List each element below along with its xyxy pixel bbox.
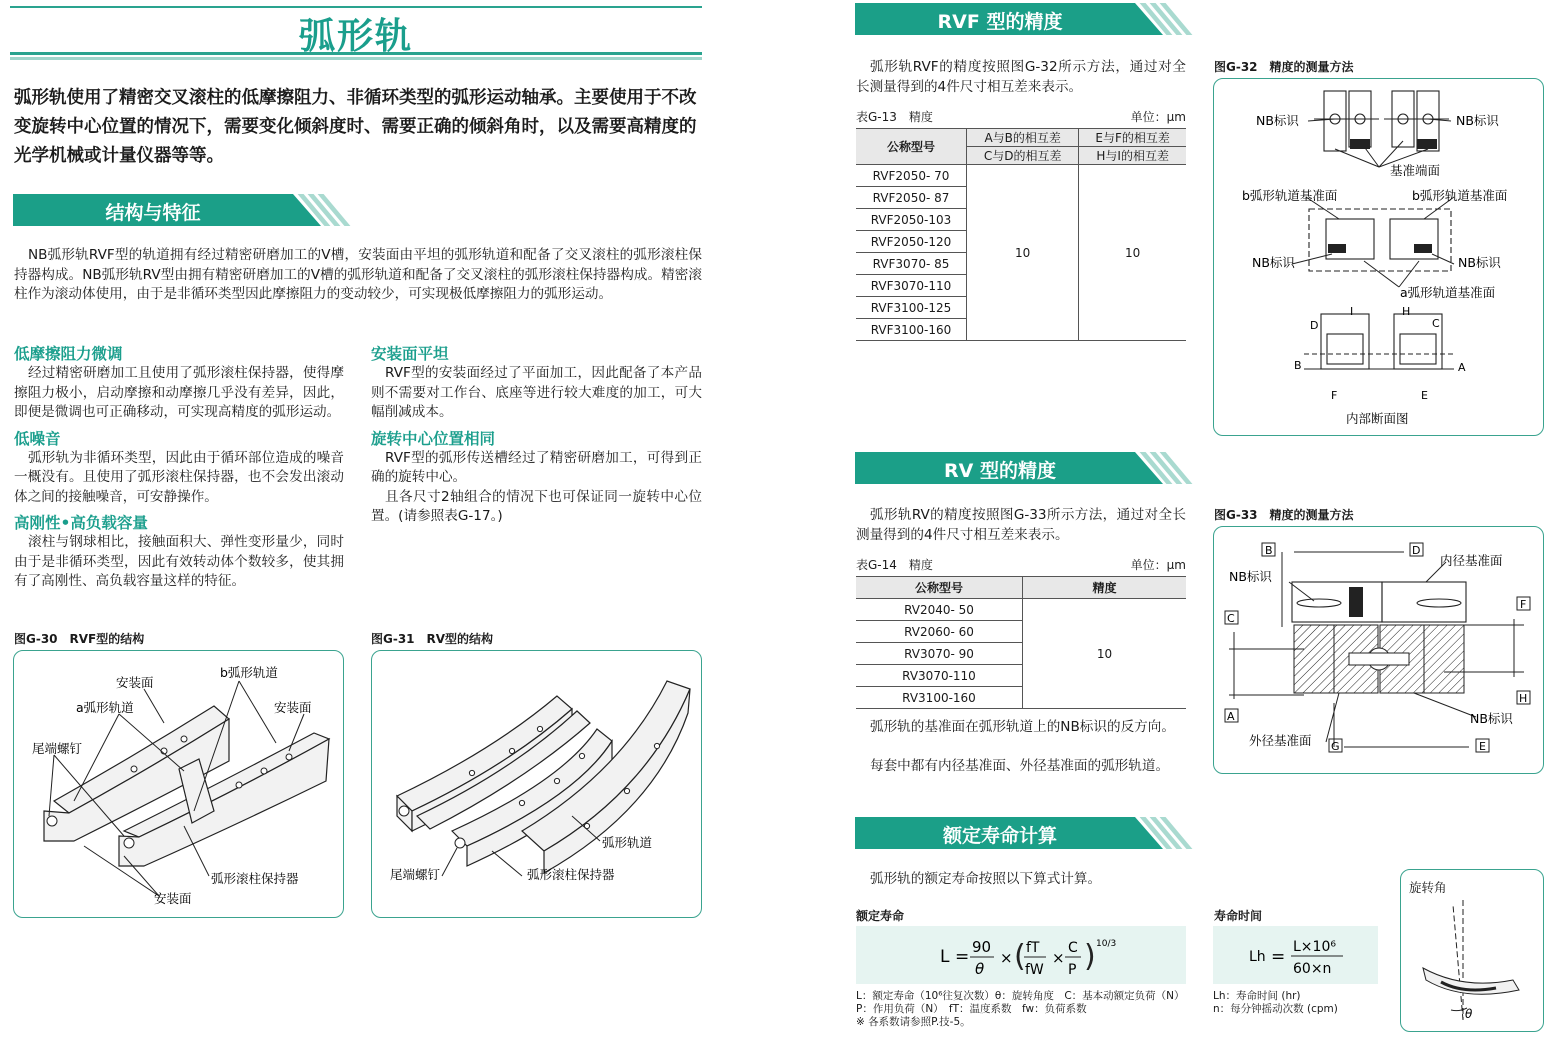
dim-letter: H [1402, 305, 1411, 318]
table-header: E与F的相互差 [1079, 129, 1186, 147]
life-hours-label: 寿命时间 [1214, 909, 1263, 923]
dim-letter: B [1294, 359, 1302, 372]
label-end-screw: 尾端螺钉 [32, 741, 83, 756]
table-cell: RVF2050-120 [856, 231, 967, 253]
formula-times: × [1000, 949, 1013, 967]
feature-title: 安装面平坦 [371, 345, 449, 363]
rated-life-formula [856, 926, 1186, 984]
label-nb2: NB标识 [1470, 711, 1513, 726]
rv-body: 弧形轨RV的精度按照图G-33所示方法，通过对全长测量得到的4件尺寸相互差来表示。 [856, 507, 1186, 543]
table-cell: RVF2050- 70 [856, 165, 967, 187]
table-title: 表G-14 精度 [856, 558, 933, 572]
label-b-ref2: b弧形轨道基准面 [1412, 188, 1508, 203]
legend-line: ※ 各系数请参照P.技-5。 [856, 1016, 971, 1028]
section-heading: 额定寿命计算 [942, 825, 1057, 847]
rvf-structure-drawing [14, 651, 343, 917]
dim-letter: H [1519, 692, 1528, 705]
table-unit: 单位：μm [1130, 110, 1186, 124]
figure-caption: 图G-31 RV型的结构 [371, 632, 494, 646]
table-cell: RV2060- 60 [856, 621, 1023, 643]
table-row [856, 165, 1186, 187]
table-cell: RVF3100-160 [856, 319, 967, 341]
label-ref-end: 基准端面 [1390, 163, 1441, 178]
label-nb1: NB标识 [1229, 569, 1272, 584]
section-heading: RVF 型的精度 [937, 11, 1063, 33]
rv-table-title-row [856, 556, 1186, 573]
figure-rv-measure [1213, 526, 1544, 774]
figure-caption: 图G-32 精度的测量方法 [1214, 60, 1354, 74]
rotation-angle-figure [1400, 869, 1544, 1032]
table-header: C与D的相互差 [967, 147, 1079, 165]
label-outer-ref: 外径基准面 [1249, 733, 1312, 748]
feature-title: 旋转中心位置相同 [371, 429, 496, 448]
rv-note2: 每套中都有内径基准面、外径基准面的弧形轨道。 [870, 758, 1170, 774]
label-end-screw: 尾端螺钉 [390, 867, 441, 882]
dim-letter: F [1331, 389, 1338, 402]
feature-text: 弧形轨为非循环类型，因此由于循环部位造成的噪音一概没有。且使用了弧形滚柱保持器，也不会发出滚动体之间的接触噪音，可安静操作。 [14, 449, 344, 505]
section-banner-rvf [855, 3, 1187, 35]
rv-structure-drawing [372, 651, 701, 917]
formula-exponent: 10/3 [1096, 939, 1117, 949]
table-header: 公称型号 [856, 129, 967, 165]
formula-90: 90 [972, 938, 992, 956]
page-title-bar [10, 6, 702, 56]
table-cell: RV3070-110 [856, 665, 1023, 687]
rvf-body: 弧形轨RVF的精度按照图G-32所示方法，通过对全长测量得到的4件尺寸相互差来表示。 [856, 59, 1186, 95]
table-header: 精度 [1023, 577, 1187, 599]
section-banner-structure [13, 194, 345, 226]
table-header: A与B的相互差 [967, 129, 1079, 147]
figure-caption: 图G-33 精度的测量方法 [1214, 508, 1354, 522]
structure-body: NB弧形轨RVF型的轨道拥有经过精密研磨加工的V槽，安装面由平坦的弧形轨道和配备了交叉滚柱的弧形滚柱保持器构成。NB弧形轨RV型由拥有精密研磨加工的V槽的弧形轨道和配备了交叉滚柱的弧形滚柱保持器构成。精密滚柱作为滚动体使用，由于是非循环类型因此摩擦阻力的变动较少，可实现极低摩擦阻力的弧形运动。 [14, 247, 702, 302]
table-cell: RVF2050- 87 [856, 187, 967, 209]
table-cell: RVF2050-103 [856, 209, 967, 231]
table-cell: 10 [1079, 165, 1186, 341]
formula-Lh: Lh [1249, 949, 1266, 965]
figure-caption: 图G-30 RVF型的结构 [14, 632, 145, 646]
formula-legend-right [1213, 990, 1393, 1016]
table-cell: RV3100-160 [856, 687, 1023, 709]
dim-letter: A [1227, 710, 1235, 723]
feature-column-right [371, 342, 702, 527]
legend-line: n：每分钟摇动次数 (cpm) [1213, 1003, 1338, 1015]
feature-title: 低摩擦阻力微调 [14, 345, 123, 363]
formula-P: P [1068, 962, 1077, 978]
legend-line: L：额定寿命（10⁶往复次数）θ：旋转角度 C：基本动额定负荷（N） [856, 990, 1185, 1002]
table-cell: 10 [1023, 599, 1187, 709]
figure-rv-structure [371, 650, 702, 918]
svg-text:=: = [1271, 947, 1286, 967]
intro-paragraph: 弧形轨使用了精密交叉滚柱的低摩擦阻力、非循环类型的弧形运动轴承。主要使用于不改变旋转中心位置的情况下，需要变化倾斜度时、需要正确的倾斜角时，以及需要高精度的光学机械或计量仪器等等。 [14, 88, 697, 166]
feature-text: RVF型的弧形传送槽经过了精密研磨加工，可得到正确的旋转中心。 [371, 449, 702, 485]
label-a-ref: a弧形轨道基准面 [1400, 285, 1496, 300]
dim-letter: G [1331, 740, 1340, 753]
rated-life-label: 额定寿命 [856, 909, 905, 923]
rv-measure-drawing [1214, 527, 1543, 773]
legend-line: P：作用负荷（N） fT：温度系数 fw：负荷系数 [856, 1003, 1087, 1015]
formula-numerator: L×10⁶ [1293, 939, 1336, 955]
rv-accuracy-table [856, 576, 1186, 709]
figure-rvf-structure [13, 650, 344, 918]
label-b-ref: b弧形轨道基准面 [1242, 188, 1338, 203]
table-cell: RVF3100-125 [856, 297, 967, 319]
section-banner-rv [855, 452, 1187, 484]
rotation-theta: θ [1465, 1007, 1473, 1021]
life-hours-formula-drawing [1213, 926, 1378, 984]
dim-letter: E [1479, 740, 1486, 753]
formula-denominator: 60×n [1293, 961, 1332, 977]
label-mount2: 安装面 [274, 700, 312, 715]
formula-L: L [940, 947, 950, 967]
formula-times: × [1052, 949, 1065, 967]
table-cell: 10 [967, 165, 1079, 341]
feature-text: 且各尺寸2轴组合的情况下也可保证同一旋转中心位置。(请参照表G-17。) [371, 488, 702, 524]
label-b-rail: b弧形轨道 [220, 665, 278, 680]
section-banner-life [855, 817, 1187, 849]
formula-legend-left [856, 990, 1196, 1029]
label-mount3: 安装面 [154, 891, 192, 906]
figure-rvf-measure [1213, 78, 1544, 436]
dim-letter: A [1458, 361, 1466, 374]
table-cell: RV2040- 50 [856, 599, 1023, 621]
life-body: 弧形轨的额定寿命按照以下算式计算。 [870, 871, 1102, 887]
dim-letter: F [1520, 598, 1527, 611]
feature-text: RVF型的安装面经过了平面加工，因此配备了本产品则不需要对工作台、底座等进行较大难度的加工，可大幅削减成本。 [371, 365, 702, 420]
table-unit: 单位：μm [1130, 558, 1186, 572]
label-cage: 弧形滚柱保持器 [211, 871, 299, 886]
svg-text:=: = [955, 947, 970, 967]
label-nb-right2: NB标识 [1458, 255, 1501, 270]
table-row [856, 599, 1186, 621]
label-cage: 弧形滚柱保持器 [527, 867, 615, 882]
feature-column-left [14, 342, 344, 592]
formula-C: C [1068, 940, 1078, 956]
section-heading: RV 型的精度 [944, 460, 1056, 482]
label-inner-ref: 内径基准面 [1440, 553, 1503, 568]
label-nb-right: NB标识 [1456, 113, 1499, 128]
label-nb-left: NB标识 [1256, 113, 1299, 128]
dim-letter: I [1350, 305, 1354, 318]
page-title: 弧形轨 [298, 16, 413, 57]
dim-letter: E [1421, 389, 1428, 402]
table-header: H与I的相互差 [1079, 147, 1186, 165]
formula-fT: fT [1026, 940, 1040, 956]
label-mount1: 安装面 [116, 675, 154, 690]
svg-text:): ) [1084, 939, 1096, 974]
life-hours-formula [1213, 926, 1378, 984]
dim-letter: D [1412, 544, 1421, 557]
feature-text: 经过精密研磨加工且使用了弧形滚柱保持器，使得摩擦阻力极小，启动摩擦和动摩擦几乎没有差异，因此，即便是微调也可正确移动，可实现高精度的弧形运动。 [14, 365, 344, 420]
label-a-rail: a弧形轨道 [76, 700, 134, 715]
rated-life-formula-drawing [856, 926, 1186, 984]
rvf-table-title-row [856, 108, 1186, 125]
feature-text: 滚柱与钢球相比，接触面积大、弹性变形量少，同时由于是非循环类型，因此有效转动体个数较多，使其拥有了高刚性、高负载容量这样的特征。 [14, 534, 344, 589]
legend-line: Lh：寿命时间 (hr) [1213, 990, 1301, 1002]
dim-letter: D [1310, 319, 1319, 332]
rotation-angle-label: 旋转角 [1409, 880, 1447, 895]
rvf-accuracy-table [856, 128, 1186, 341]
label-inner: 内部断面图 [1346, 411, 1409, 426]
label-nb-left2: NB标识 [1252, 255, 1295, 270]
section-heading: 结构与特征 [105, 202, 201, 224]
table-cell: RV3070- 90 [856, 643, 1023, 665]
rvf-measure-drawing [1214, 79, 1543, 435]
formula-theta: θ [975, 960, 985, 978]
label-rail: 弧形轨道 [602, 835, 653, 850]
feature-title: 低噪音 [14, 429, 61, 448]
table-cell: RVF3070-110 [856, 275, 967, 297]
feature-title: 高刚性•高负载容量 [14, 514, 148, 532]
dim-letter: C [1432, 317, 1440, 330]
formula-fW: fW [1025, 962, 1044, 978]
svg-text:(: ( [1014, 939, 1026, 974]
rv-note1: 弧形轨的基准面在弧形轨道上的NB标识的反方向。 [870, 719, 1175, 735]
table-header: 公称型号 [856, 577, 1023, 599]
dim-letter: B [1265, 544, 1273, 557]
table-title: 表G-13 精度 [856, 110, 933, 124]
dim-letter: C [1227, 612, 1235, 625]
table-cell: RVF3070- 85 [856, 253, 967, 275]
